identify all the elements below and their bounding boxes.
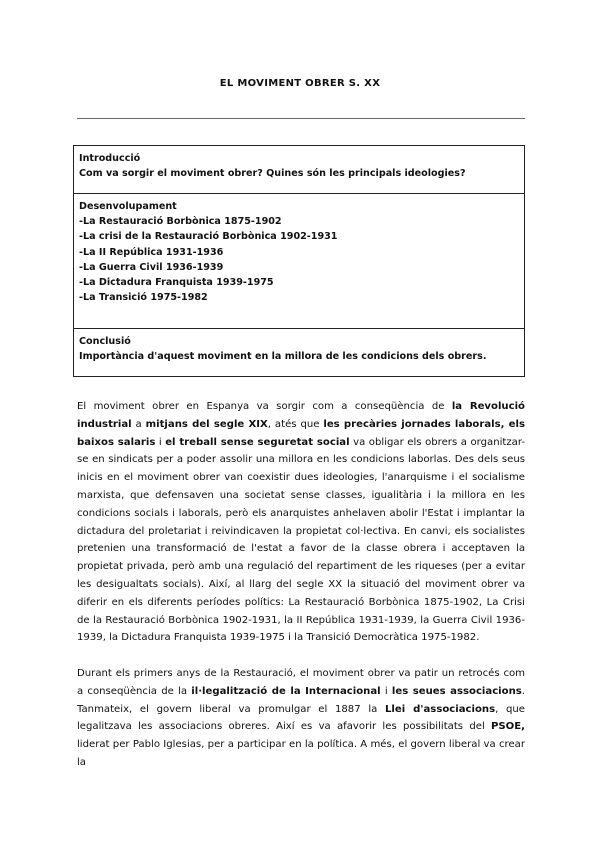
bold-run: Llei d'associacions [385, 703, 496, 715]
bold-run: PSOE, [491, 721, 525, 733]
intro-question: Com va sorgir el moviment obrer? Quines són les principals ideologies? [79, 168, 466, 180]
text-run: va obligar els obrers a organitzar-se en sindicats per a poder assolir una millora en les condicions laborlas. Des dels seus inicis en el moviment obrer van coexistir dues ideologies, l'anarquisme i el socialisme marxista, que defensaven una societat sense classes, igualitària i la millora en les condicions socials i laborals, però els anarquistes anhelaven abolir l'Estat i implantar la dictadura del proletariat i reivindicaven la propietat col·lectiva. En canvi, els socialistes pretenien una transformació de l'estat a favor de la classe obrera i acceptaven la propietat privada, però amb una regulació del repartiment de les riqueses (per a evitar les desigualtats socials). Així, al llarg del segle XX la situació del moviment obrer va diferir en els diferents períodes polítics: La Restauració Borbònica 1875-1902, La Crisi de la Restauració Borbònica 1902-1931, la II República 1931-1939, la Guerra Civil 1936-1939, la Dictadura Franquista 1939-1975 i la Transició Democràtica 1975-1982. [77, 436, 525, 644]
text-run: El moviment obrer en Espanya va sorgir com a conseqüència de [77, 401, 452, 412]
development-item: -La Dictadura Franquista 1939-1975 [79, 277, 274, 289]
document-title: EL MOVIMENT OBRER S. XX [219, 78, 381, 89]
bold-run: la Revolució industrial [77, 401, 525, 430]
intro-section [74, 146, 524, 193]
development-section [74, 193, 524, 328]
development-item: -La Restauració Borbònica 1875-1902 [79, 216, 282, 228]
text-run: i [155, 436, 166, 448]
conclusion-section [74, 328, 524, 376]
text-run: . Tanmateix, el govern liberal va promulgar el 1887 la [77, 685, 525, 715]
bold-run: les precàries jornades laborals, els baixos salaris [77, 418, 525, 448]
paragraph-1 [77, 398, 525, 647]
text-run: a [131, 418, 146, 430]
development-heading: Desenvolupament [79, 201, 177, 212]
outline-table [73, 145, 525, 377]
bold-run: il·legalització de la Internacional [191, 685, 381, 697]
development-item: -La Transició 1975-1982 [79, 292, 208, 304]
text-run: Durant els primers anys de la Restauració, el moviment obrer va patir un retrocés com a conseqüència de la [77, 667, 525, 697]
conclusion-text: Importància d'aquest moviment en la millora de les condicions dels obrers. [79, 351, 487, 363]
conclusion-heading: Conclusió [79, 336, 131, 347]
intro-heading: Introducció [79, 153, 141, 164]
text-run: , que legalitzava les associacions obreres. Així es va afavorir les possibilitats del [77, 703, 525, 733]
body-text [77, 398, 525, 790]
paragraph-2 [77, 665, 525, 772]
text-run: i [380, 685, 392, 697]
text-run: , atés que [267, 418, 324, 430]
text-run: liderat per Pablo Iglesias, per a participar en la política. A més, el govern liberal va crear la [77, 739, 525, 768]
bold-run: el treball sense seguretat social [165, 436, 350, 448]
bold-run: mitjans del segle XIX [145, 418, 268, 430]
title-divider [77, 118, 525, 119]
development-item: -La crisi de la Restauració Borbònica 1902-1931 [79, 231, 338, 243]
development-item: -La Guerra Civil 1936-1939 [79, 261, 224, 273]
development-item: -La II República 1931-1936 [79, 246, 224, 258]
bold-run: les seues associacions [391, 685, 522, 697]
